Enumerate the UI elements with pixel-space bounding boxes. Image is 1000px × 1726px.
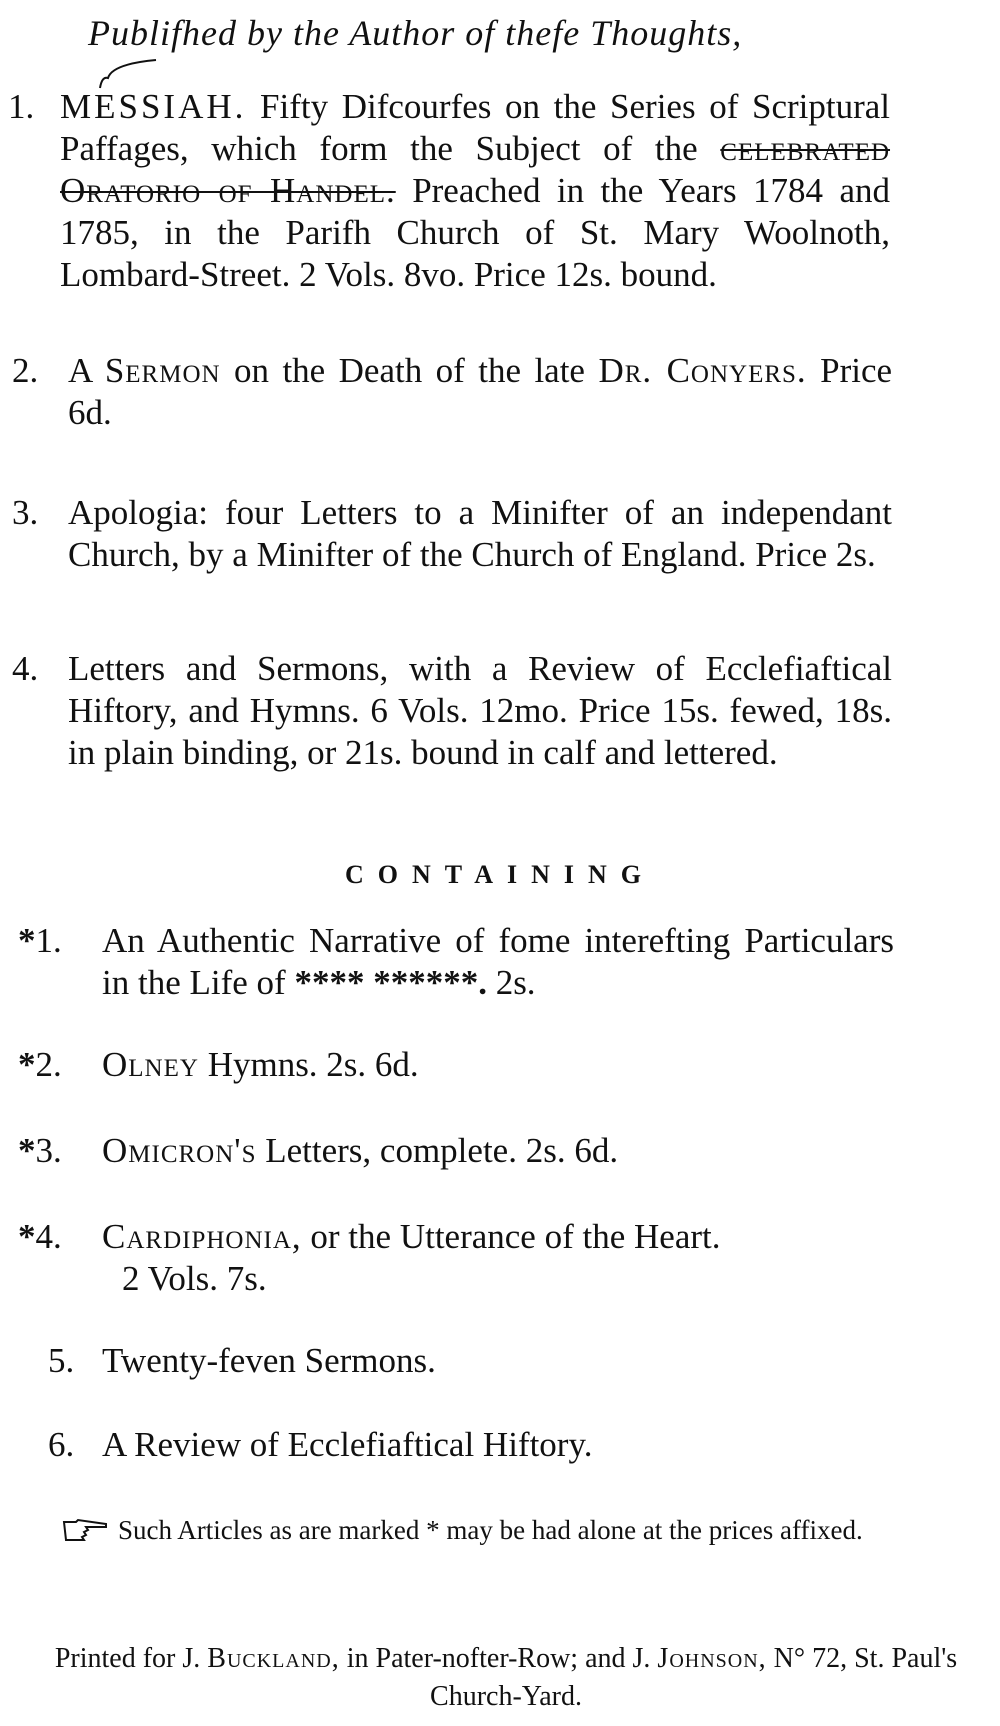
item-text: A Review of Ecclefiaftical Hiftory. [102,1425,593,1464]
item-number: 2. [35,1045,62,1084]
asterisk-mark: * [18,1217,36,1256]
item-text: Letters and Sermons, with a Review of Ecclefiaftical Hiftory, and Hymns. 6 Vols. 12mo. Price 15s. fewed, 18s. in plain binding, or 21s. bound in calf and lettered. [68,649,892,772]
asterisk-mark: * [18,1131,36,1170]
item-title: Cardiphonia, [102,1217,302,1256]
item-messiah [8,86,890,296]
item-price: Price 6d. [68,351,893,432]
item-text: on the Death of the late [234,351,585,390]
struck-text: celebrated Oratorio of Handel. [60,129,891,210]
item-number: 3. [35,1131,62,1170]
item-number: 3. [12,493,39,532]
imprint: Printed for J. Buckland, in Pater-nofter-Row; and J. Johnson, N° 72, St. Paul's Church-Yard. [54,1643,958,1712]
sub-item-omicron-letters [18,1130,894,1172]
item-dr-conyers: Dr. Conyers. [598,351,807,390]
item-text: Fifty Difcourfes on the Series of Scriptural Paffages, which form the Subject of the [60,87,890,168]
item-number: 1. [8,87,35,126]
footnote [26,1512,986,1548]
item-text: Twenty-feven Sermons. [102,1341,436,1380]
pointing-hand-icon [62,1518,108,1542]
item-price: 2s. [495,963,536,1002]
item-apologia [12,492,892,576]
item-text-continued: Preached in the Years 1784 and 1785, in the Parifh Church of St. Mary Woolnoth, Lombard-Street. 2 Vols. 8vo. Price 12s. bound. [60,171,890,294]
asterisk-mark: * [18,1045,36,1084]
item-text: Apologia: four Letters to a Minifter of an independant Church, by a Minifter of the Church of England. Price 2s. [68,493,892,574]
item-number: 1. [35,921,62,960]
item-article: A [68,351,92,390]
publisher-name: Buckland, [207,1643,340,1674]
item-number: 6. [48,1425,75,1464]
item-sermon: Sermon [104,351,221,390]
footnote-text: Such Articles as are marked * may be had alone at the prices affixed. [118,1515,863,1545]
sub-item-narrative [18,920,894,1004]
sub-item-olney-hymns [18,1044,894,1086]
redacted-name: **** ******. [294,963,487,1002]
item-text: or the Utterance of the Heart. [310,1217,721,1256]
item-text: Letters, complete. 2s. 6d. [265,1131,619,1170]
item-number: 2. [12,351,39,390]
sub-item-cardiphonia [18,1216,894,1300]
item-title: MESSIAH. [60,87,247,126]
containing-heading: CONTAINING [345,860,655,889]
item-number: 5. [48,1341,75,1380]
sub-item-twenty-seven-sermons [48,1340,894,1382]
item-text: Hymns. 2s. 6d. [207,1045,419,1084]
item-title: Omicron's [102,1131,257,1170]
item-conyers-sermon [12,350,892,434]
item-price: 2 Vols. 7s. [122,1259,267,1298]
item-letters-sermons [12,648,892,774]
page-header: Publifhed by the Author of thefe Thoughts, [88,13,743,53]
publisher-name: Johnson, [657,1643,767,1674]
sub-item-review-history [48,1424,894,1466]
item-title: Olney [102,1045,199,1084]
item-text: An Authentic Narrative of fome interefting Particulars in the Life of [102,921,894,1002]
item-number: 4. [35,1217,62,1256]
asterisk-mark: * [18,921,36,960]
item-number: 4. [12,649,39,688]
